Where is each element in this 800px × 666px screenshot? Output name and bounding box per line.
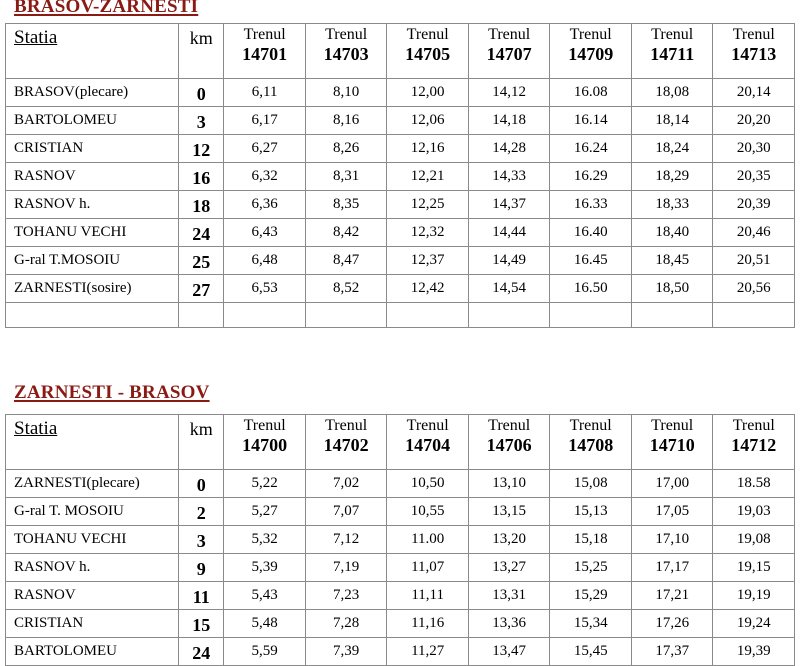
table-row xyxy=(6,275,795,303)
train-label: Trenul xyxy=(325,417,368,434)
table-row xyxy=(6,470,795,498)
station-name: RASNOV xyxy=(6,582,179,610)
train-label: Trenul xyxy=(243,26,286,43)
table-row xyxy=(6,163,795,191)
station-name: BARTOLOMEU xyxy=(6,107,179,135)
departure-time: 12,32 xyxy=(387,219,469,247)
header-row xyxy=(6,24,795,79)
departure-time: 19,19 xyxy=(713,582,795,610)
train-column-header xyxy=(550,24,632,79)
train-column-header xyxy=(305,24,387,79)
departure-time: 8,42 xyxy=(305,219,387,247)
departure-time: 18,08 xyxy=(631,79,713,107)
train-column-header xyxy=(631,415,713,470)
km-value: 11 xyxy=(179,582,224,610)
empty-cell xyxy=(550,303,632,328)
train-column-header xyxy=(224,415,306,470)
train-number: 14707 xyxy=(486,43,532,64)
departure-time: 17,26 xyxy=(631,610,713,638)
departure-time: 13,10 xyxy=(468,470,550,498)
station-name: ZARNESTI(plecare) xyxy=(6,470,179,498)
departure-time: 12,37 xyxy=(387,247,469,275)
table-row xyxy=(6,638,795,666)
table-row xyxy=(6,610,795,638)
train-column-header xyxy=(224,24,306,79)
departure-time: 16.14 xyxy=(550,107,632,135)
train-column-header xyxy=(387,24,469,79)
departure-time: 14,37 xyxy=(468,191,550,219)
departure-time: 5,27 xyxy=(224,498,306,526)
header-row xyxy=(6,415,795,470)
departure-time: 12,06 xyxy=(387,107,469,135)
train-number: 14713 xyxy=(731,43,777,64)
departure-time: 17,37 xyxy=(631,638,713,666)
train-number: 14706 xyxy=(486,434,532,455)
train-number: 14710 xyxy=(649,434,695,455)
table-row xyxy=(6,526,795,554)
departure-time: 16.40 xyxy=(550,219,632,247)
departure-time: 17,17 xyxy=(631,554,713,582)
departure-time: 13,15 xyxy=(468,498,550,526)
km-value: 3 xyxy=(179,107,224,135)
km-value: 9 xyxy=(179,554,224,582)
departure-time: 7,12 xyxy=(305,526,387,554)
station-name: TOHANU VECHI xyxy=(6,219,179,247)
departure-time: 7,39 xyxy=(305,638,387,666)
route-title-brasov-zarnesti: BRASOV-ZARNESTI xyxy=(14,0,199,17)
departure-time: 13,20 xyxy=(468,526,550,554)
km-value: 24 xyxy=(179,638,224,666)
departure-time: 19,08 xyxy=(713,526,795,554)
empty-cell xyxy=(631,303,713,328)
departure-time: 7,23 xyxy=(305,582,387,610)
km-value: 3 xyxy=(179,526,224,554)
departure-time: 8,10 xyxy=(305,79,387,107)
departure-time: 15,13 xyxy=(550,498,632,526)
departure-time: 19,15 xyxy=(713,554,795,582)
empty-cell xyxy=(6,303,179,328)
station-name: ZARNESTI(sosire) xyxy=(6,275,179,303)
departure-time: 6,48 xyxy=(224,247,306,275)
departure-time: 14,33 xyxy=(468,163,550,191)
station-name: RASNOV xyxy=(6,163,179,191)
departure-time: 18,29 xyxy=(631,163,713,191)
train-number: 14704 xyxy=(405,434,451,455)
train-number: 14709 xyxy=(568,43,614,64)
empty-cell xyxy=(387,303,469,328)
station-name: G-ral T.MOSOIU xyxy=(6,247,179,275)
train-label: Trenul xyxy=(325,26,368,43)
departure-time: 6,32 xyxy=(224,163,306,191)
train-label: Trenul xyxy=(488,417,531,434)
station-name: G-ral T. MOSOIU xyxy=(6,498,179,526)
departure-time: 12,25 xyxy=(387,191,469,219)
departure-time: 5,32 xyxy=(224,526,306,554)
table-row xyxy=(6,582,795,610)
departure-time: 6,36 xyxy=(224,191,306,219)
departure-time: 11,16 xyxy=(387,610,469,638)
km-column-header: km xyxy=(179,415,224,470)
train-column-header xyxy=(305,415,387,470)
departure-time: 17,00 xyxy=(631,470,713,498)
train-column-header xyxy=(713,415,795,470)
departure-time: 5,48 xyxy=(224,610,306,638)
departure-time: 15,45 xyxy=(550,638,632,666)
km-value: 18 xyxy=(179,191,224,219)
departure-time: 8,26 xyxy=(305,135,387,163)
station-name: RASNOV h. xyxy=(6,554,179,582)
departure-time: 8,31 xyxy=(305,163,387,191)
train-label: Trenul xyxy=(569,26,612,43)
departure-time: 6,11 xyxy=(224,79,306,107)
table-row xyxy=(6,247,795,275)
table-row xyxy=(6,135,795,163)
departure-time: 13,47 xyxy=(468,638,550,666)
departure-time: 20,35 xyxy=(713,163,795,191)
departure-time: 13,27 xyxy=(468,554,550,582)
table-row xyxy=(6,219,795,247)
train-column-header xyxy=(550,415,632,470)
departure-time: 19,03 xyxy=(713,498,795,526)
departure-time: 17,21 xyxy=(631,582,713,610)
train-label: Trenul xyxy=(243,417,286,434)
departure-time: 18,14 xyxy=(631,107,713,135)
empty-cell xyxy=(468,303,550,328)
station-column-header: Statia xyxy=(6,24,179,79)
departure-time: 20,14 xyxy=(713,79,795,107)
departure-time: 7,07 xyxy=(305,498,387,526)
train-label: Trenul xyxy=(488,26,531,43)
table-row xyxy=(6,554,795,582)
departure-time: 15,29 xyxy=(550,582,632,610)
train-column-header xyxy=(387,415,469,470)
km-value: 27 xyxy=(179,275,224,303)
departure-time: 15,25 xyxy=(550,554,632,582)
train-label: Trenul xyxy=(732,26,775,43)
empty-row xyxy=(6,303,795,328)
train-label: Trenul xyxy=(406,26,449,43)
train-number: 14701 xyxy=(242,43,288,64)
departure-time: 16.45 xyxy=(550,247,632,275)
station-name: TOHANU VECHI xyxy=(6,526,179,554)
departure-time: 5,22 xyxy=(224,470,306,498)
departure-time: 16.08 xyxy=(550,79,632,107)
train-label: Trenul xyxy=(651,417,694,434)
departure-time: 19,39 xyxy=(713,638,795,666)
departure-time: 18,33 xyxy=(631,191,713,219)
departure-time: 6,17 xyxy=(224,107,306,135)
departure-time: 15,34 xyxy=(550,610,632,638)
departure-time: 15,08 xyxy=(550,470,632,498)
departure-time: 19,24 xyxy=(713,610,795,638)
departure-time: 20,46 xyxy=(713,219,795,247)
train-label: Trenul xyxy=(569,417,612,434)
km-value: 0 xyxy=(179,470,224,498)
departure-time: 18.58 xyxy=(713,470,795,498)
departure-time: 18,45 xyxy=(631,247,713,275)
train-number: 14711 xyxy=(650,43,695,64)
route-title-zarnesti-brasov: ZARNESTI - BRASOV xyxy=(14,382,210,403)
departure-time: 8,35 xyxy=(305,191,387,219)
km-value: 24 xyxy=(179,219,224,247)
departure-time: 14,49 xyxy=(468,247,550,275)
departure-time: 16.33 xyxy=(550,191,632,219)
departure-time: 7,19 xyxy=(305,554,387,582)
departure-time: 6,53 xyxy=(224,275,306,303)
table-row xyxy=(6,498,795,526)
departure-time: 6,27 xyxy=(224,135,306,163)
departure-time: 10,55 xyxy=(387,498,469,526)
departure-time: 8,16 xyxy=(305,107,387,135)
departure-time: 10,50 xyxy=(387,470,469,498)
departure-time: 13,36 xyxy=(468,610,550,638)
departure-time: 11,11 xyxy=(387,582,469,610)
departure-time: 5,43 xyxy=(224,582,306,610)
station-name: BARTOLOMEU xyxy=(6,638,179,666)
departure-time: 14,44 xyxy=(468,219,550,247)
station-name: RASNOV h. xyxy=(6,191,179,219)
departure-time: 20,20 xyxy=(713,107,795,135)
departure-time: 7,02 xyxy=(305,470,387,498)
departure-time: 20,56 xyxy=(713,275,795,303)
km-value: 16 xyxy=(179,163,224,191)
train-column-header xyxy=(468,24,550,79)
empty-cell xyxy=(713,303,795,328)
timetable-brasov-zarnesti xyxy=(5,23,795,328)
train-column-header xyxy=(468,415,550,470)
train-column-header xyxy=(631,24,713,79)
table-row xyxy=(6,107,795,135)
departure-time: 12,00 xyxy=(387,79,469,107)
km-value: 25 xyxy=(179,247,224,275)
departure-time: 16.29 xyxy=(550,163,632,191)
departure-time: 13,31 xyxy=(468,582,550,610)
empty-cell xyxy=(224,303,306,328)
train-number: 14705 xyxy=(405,43,451,64)
departure-time: 11,07 xyxy=(387,554,469,582)
table-row xyxy=(6,191,795,219)
station-name: BRASOV(plecare) xyxy=(6,79,179,107)
train-column-header xyxy=(713,24,795,79)
station-name: CRISTIAN xyxy=(6,610,179,638)
train-number: 14708 xyxy=(568,434,614,455)
departure-time: 16.24 xyxy=(550,135,632,163)
km-value: 12 xyxy=(179,135,224,163)
timetable-zarnesti-brasov xyxy=(5,414,795,666)
train-number: 14700 xyxy=(242,434,288,455)
departure-time: 12,42 xyxy=(387,275,469,303)
departure-time: 14,28 xyxy=(468,135,550,163)
train-number: 14702 xyxy=(323,434,369,455)
departure-time: 17,10 xyxy=(631,526,713,554)
departure-time: 18,50 xyxy=(631,275,713,303)
departure-time: 8,52 xyxy=(305,275,387,303)
departure-time: 20,39 xyxy=(713,191,795,219)
km-column-header: km xyxy=(179,24,224,79)
departure-time: 14,12 xyxy=(468,79,550,107)
station-column-header: Statia xyxy=(6,415,179,470)
departure-time: 8,47 xyxy=(305,247,387,275)
train-number: 14712 xyxy=(731,434,777,455)
km-value: 2 xyxy=(179,498,224,526)
km-value: 15 xyxy=(179,610,224,638)
departure-time: 7,28 xyxy=(305,610,387,638)
departure-time: 5,39 xyxy=(224,554,306,582)
departure-time: 14,18 xyxy=(468,107,550,135)
departure-time: 16.50 xyxy=(550,275,632,303)
station-name: CRISTIAN xyxy=(6,135,179,163)
departure-time: 11.00 xyxy=(387,526,469,554)
train-label: Trenul xyxy=(732,417,775,434)
empty-cell xyxy=(305,303,387,328)
departure-time: 17,05 xyxy=(631,498,713,526)
departure-time: 11,27 xyxy=(387,638,469,666)
departure-time: 20,51 xyxy=(713,247,795,275)
train-label: Trenul xyxy=(406,417,449,434)
departure-time: 18,24 xyxy=(631,135,713,163)
departure-time: 12,16 xyxy=(387,135,469,163)
departure-time: 12,21 xyxy=(387,163,469,191)
table-row xyxy=(6,79,795,107)
departure-time: 15,18 xyxy=(550,526,632,554)
departure-time: 5,59 xyxy=(224,638,306,666)
km-value: 0 xyxy=(179,79,224,107)
train-number: 14703 xyxy=(323,43,369,64)
empty-cell xyxy=(179,303,224,328)
departure-time: 6,43 xyxy=(224,219,306,247)
departure-time: 14,54 xyxy=(468,275,550,303)
departure-time: 20,30 xyxy=(713,135,795,163)
departure-time: 18,40 xyxy=(631,219,713,247)
train-label: Trenul xyxy=(651,26,694,43)
